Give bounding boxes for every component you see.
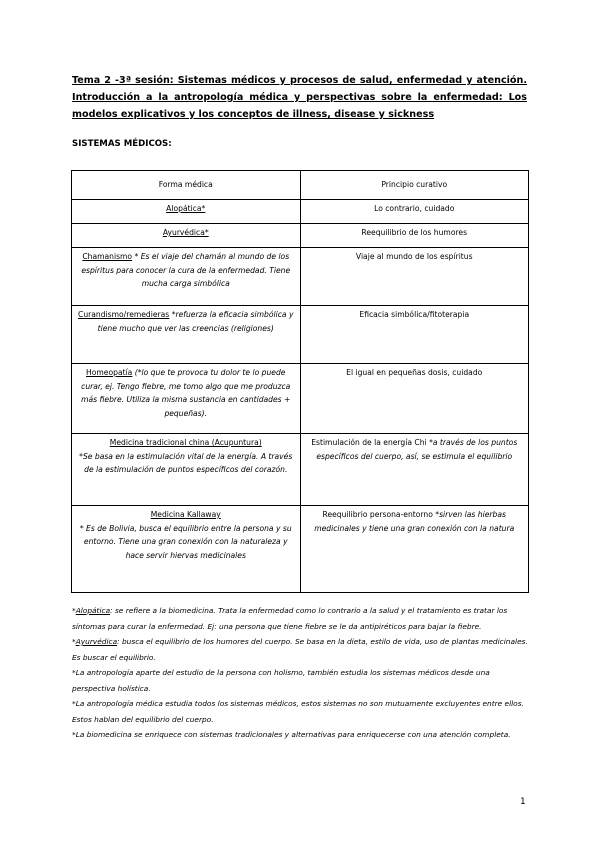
footnote-text: : busca el equilibrio de los humores del cuerpo. Se basa en la dieta, estilo de vida, uso de plantas medicinales. Es buscar el equilibrio. [72, 637, 528, 662]
system-name: Homeopatía [86, 368, 133, 377]
footnote-term: Alopática [75, 606, 111, 615]
principle-text: Eficacia simbólica/fitoterapia [359, 310, 470, 319]
system-description: (*lo que te provoca tu dolor te lo puede curar, ej. Tengo fiebre, me tomo algo que me produzca más fiebre. Utiliza la misma sustancia en cantidades + pequeñas). [81, 368, 291, 418]
principle-text: Reequilibrio persona-entorno [322, 510, 436, 519]
column-header-forma: Forma médica [72, 171, 301, 200]
cell-principio [300, 434, 529, 506]
cell-principio [300, 200, 529, 224]
principle-text: El igual en pequeñas dosis, cuidado [346, 368, 483, 377]
footnote [72, 634, 532, 665]
footnote-text: *La antropología aparte del estudio de la persona con holismo, también estudia los sistemas médicos desde una perspectiva holística. [72, 668, 490, 693]
system-description: * Es el viaje del chamán al mundo de los espíritus para conocer la cura de la enfermedad. Tiene mucha carga simbólica [81, 252, 291, 288]
footnote-text: *La antropología médica estudia todos los sistemas médicos, estos sistemas no son mutuamente excluyentes entre ellos. Estos hablan del equilibrio del cuerpo. [72, 699, 524, 724]
principle-text: Reequilibrio de los humores [361, 228, 468, 237]
footnote-term: Ayurvédica [75, 637, 118, 646]
table-header-row [72, 171, 529, 200]
system-description: *refuerza la eficacia simbólica y tiene mucho que ver las creencias (religiones) [97, 310, 294, 333]
cell-forma [72, 506, 301, 593]
system-name: Medicina tradicional china (Acupuntura) [109, 438, 262, 447]
system-description: *Se basa en la estimulación vital de la energía. A través de la estimulación de puntos específicos del corazón. [79, 451, 293, 474]
footnote [72, 696, 532, 727]
system-name: Medicina Kallaway [150, 510, 221, 519]
cell-principio [300, 506, 529, 593]
footnote-prefix: * [72, 637, 76, 646]
system-name: Alopática* [166, 204, 206, 213]
cell-forma [72, 434, 301, 506]
principle-note: *a través de los puntos específicos del cuerpo, así, se estimula el equilibrio [316, 438, 518, 461]
table-row [72, 506, 529, 593]
footnote-text: *La biomedicina se enriquece con sistemas tradicionales y alternativas para enriquecerse con una atención completa. [72, 730, 511, 739]
system-name: Ayurvédica* [162, 228, 209, 237]
table-row [72, 224, 529, 248]
table-row [72, 200, 529, 224]
system-name: Curandismo/remedieras [78, 310, 170, 319]
principle-text: Lo contrario, cuidado [374, 204, 455, 213]
cell-principio [300, 224, 529, 248]
system-name: Chamanismo [82, 252, 133, 261]
footnotes [72, 603, 532, 743]
table-row [72, 364, 529, 434]
document-title: Tema 2 -3ª sesión: Sistemas médicos y procesos de salud, enfermedad y atención. Introducción a la antropología médica y perspectivas sobre la enfermedad: Los modelos explicativos y los conceptos de illness, disease y sickness [72, 75, 527, 120]
page-number: 1 [520, 797, 526, 807]
cell-forma [72, 306, 301, 364]
medical-systems-table [71, 170, 529, 593]
cell-principio [300, 364, 529, 434]
footnote [72, 727, 532, 743]
cell-forma [72, 248, 301, 306]
footnote-text: : se refiere a la biomedicina. Trata la enfermedad como lo contrario a la salud y el tratamiento es tratar los síntomas para curar la enfermedad. Ej: una persona que tiene fiebre se le da antipiréticos para bajar la fiebre. [72, 606, 508, 631]
footnote [72, 603, 532, 634]
table-row [72, 306, 529, 364]
footnote [72, 665, 532, 696]
principle-note: *sirven las hierbas medicinales y tiene una gran conexión con la natura [314, 510, 515, 533]
cell-principio [300, 248, 529, 306]
cell-forma [72, 224, 301, 248]
table-row [72, 248, 529, 306]
cell-forma [72, 200, 301, 224]
column-header-principio: Principio curativo [300, 171, 529, 200]
table-row [72, 434, 529, 506]
principle-text: Estimulación de la energía Chi [311, 438, 430, 447]
system-description: * Es de Bolivia, busca el equilibrio entre la persona y su entorno. Tiene una gran conexión con la naturaleza y hace servir hiervas medicinales [79, 523, 292, 560]
section-heading: SISTEMAS MÉDICOS: [72, 139, 172, 149]
footnote-prefix: * [72, 606, 76, 615]
principle-text: Viaje al mundo de los espíritus [355, 252, 473, 261]
cell-principio [300, 306, 529, 364]
cell-forma [72, 364, 301, 434]
